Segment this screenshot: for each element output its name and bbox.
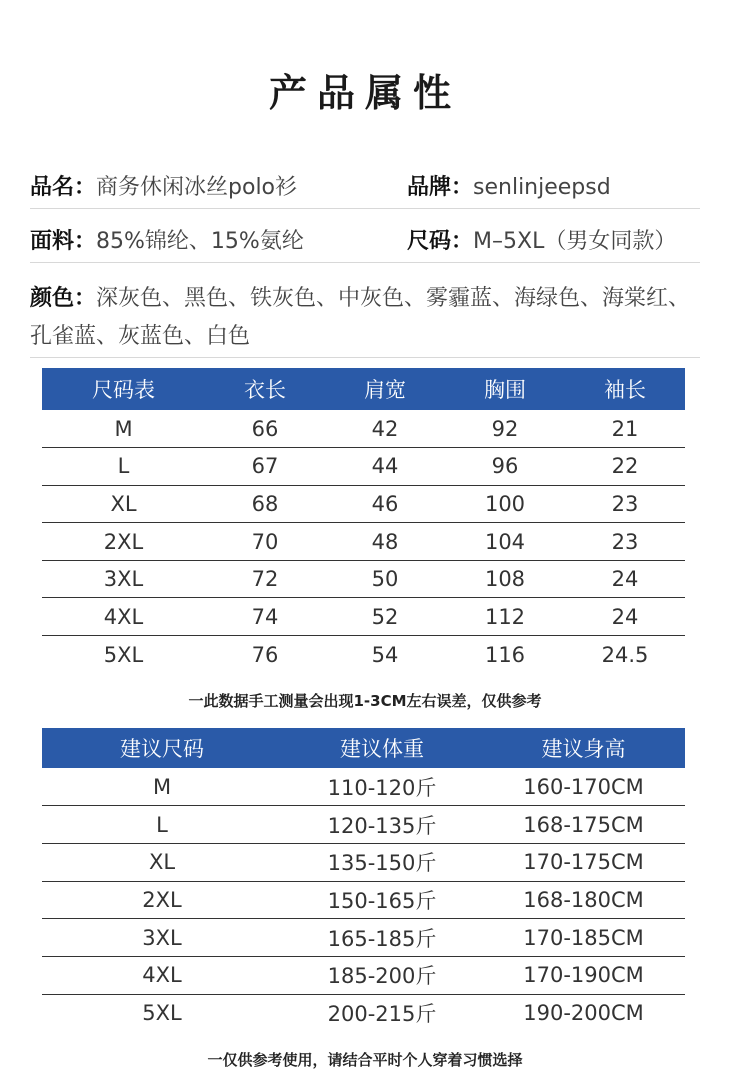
cell: 160-170CM bbox=[482, 768, 685, 806]
table-row bbox=[42, 881, 685, 919]
cell: XL bbox=[42, 843, 282, 881]
cell: 54 bbox=[371, 642, 399, 667]
attr-row-fabric-size bbox=[30, 224, 700, 254]
table-row bbox=[42, 560, 685, 598]
table-row bbox=[42, 523, 685, 561]
cell: 48 bbox=[325, 523, 445, 561]
cell: 72 bbox=[205, 560, 325, 598]
attr-color-value: 深灰色、黑色、铁灰色、中灰色、雾霾蓝、海绿色、海棠红、孔雀蓝、灰蓝色、白色 bbox=[30, 286, 691, 349]
cell: 3XL bbox=[42, 919, 282, 957]
table-row bbox=[42, 994, 685, 1032]
cell: 5XL bbox=[103, 642, 144, 667]
cell: 150-165斤 bbox=[282, 881, 482, 919]
cell: 5XL bbox=[142, 1001, 182, 1026]
cell: 23 bbox=[565, 485, 685, 523]
cell: 3XL bbox=[42, 560, 205, 598]
cell: 165-185斤 bbox=[282, 919, 482, 957]
cell: 2XL bbox=[42, 523, 205, 561]
cell: 120-135斤 bbox=[282, 806, 482, 844]
cell: 168-180CM bbox=[482, 881, 685, 919]
table-row bbox=[42, 806, 685, 844]
cell: 46 bbox=[325, 485, 445, 523]
cell: 168-175CM bbox=[482, 806, 685, 844]
header-size: 尺码表 bbox=[42, 368, 205, 410]
cell: 24 bbox=[565, 560, 685, 598]
cell: M bbox=[42, 410, 205, 448]
divider bbox=[30, 357, 700, 358]
table-row bbox=[42, 768, 685, 806]
cell: 74 bbox=[205, 598, 325, 636]
cell: 135-150斤 bbox=[282, 843, 482, 881]
table-row bbox=[42, 636, 685, 674]
attr-brand bbox=[407, 170, 611, 201]
cell: 92 bbox=[445, 410, 565, 448]
attr-size-range bbox=[407, 224, 676, 255]
attr-name-value: 商务休闲冰丝polo衫 bbox=[96, 175, 298, 200]
cell: 190-200CM bbox=[523, 1001, 644, 1026]
cell: 170-185CM bbox=[482, 919, 685, 957]
size-chart-note: 一此数据手工测量会出现1-3CM左右误差，仅供参考 bbox=[188, 692, 542, 710]
table-row bbox=[42, 485, 685, 523]
cell: 104 bbox=[445, 523, 565, 561]
cell: 76 bbox=[251, 642, 279, 667]
table-row bbox=[42, 919, 685, 957]
cell: 50 bbox=[325, 560, 445, 598]
attr-size-value: M–5XL（男女同款） bbox=[473, 229, 677, 254]
attr-fabric bbox=[30, 224, 304, 255]
cell: 67 bbox=[205, 448, 325, 486]
cell: 42 bbox=[325, 410, 445, 448]
attr-brand-value: senlinjeepsd bbox=[473, 175, 611, 200]
header-rec-height: 建议身高 bbox=[482, 728, 685, 768]
cell: 70 bbox=[205, 523, 325, 561]
header-sleeve: 袖长 bbox=[565, 368, 685, 410]
attr-product-name bbox=[30, 170, 297, 201]
cell: 2XL bbox=[42, 881, 282, 919]
cell: L bbox=[42, 448, 205, 486]
cell: 24.5 bbox=[601, 642, 649, 667]
size-recommendation-table bbox=[42, 728, 685, 1032]
cell: 4XL bbox=[42, 956, 282, 994]
divider bbox=[30, 262, 700, 263]
cell: L bbox=[42, 806, 282, 844]
attr-fabric-value: 85%锦纶、15%氨纶 bbox=[96, 229, 304, 254]
cell: 66 bbox=[205, 410, 325, 448]
divider bbox=[30, 208, 700, 209]
cell: 170-190CM bbox=[482, 956, 685, 994]
cell: 170-175CM bbox=[482, 843, 685, 881]
cell: 21 bbox=[565, 410, 685, 448]
cell: 22 bbox=[565, 448, 685, 486]
cell: 24 bbox=[565, 598, 685, 636]
table-row bbox=[42, 956, 685, 994]
page-title: 产品属性 bbox=[268, 71, 461, 115]
header-length: 衣长 bbox=[205, 368, 325, 410]
table-row bbox=[42, 410, 685, 448]
cell: 112 bbox=[445, 598, 565, 636]
cell: 108 bbox=[445, 560, 565, 598]
cell: 200-215斤 bbox=[327, 1002, 437, 1027]
header-rec-weight: 建议体重 bbox=[282, 728, 482, 768]
cell: 185-200斤 bbox=[282, 956, 482, 994]
attr-colors bbox=[30, 280, 700, 356]
attr-row-name-brand bbox=[30, 170, 700, 200]
attr-name-key: 品名： bbox=[30, 175, 97, 200]
cell: 110-120斤 bbox=[282, 768, 482, 806]
cell: XL bbox=[42, 485, 205, 523]
cell: 52 bbox=[325, 598, 445, 636]
cell: M bbox=[42, 768, 282, 806]
size-chart-header-row bbox=[42, 368, 685, 410]
header-rec-size: 建议尺码 bbox=[42, 728, 282, 768]
cell: 96 bbox=[445, 448, 565, 486]
attr-fabric-key: 面料： bbox=[30, 229, 97, 254]
cell: 68 bbox=[205, 485, 325, 523]
attr-size-key: 尺码： bbox=[407, 229, 474, 254]
table-row bbox=[42, 448, 685, 486]
attr-brand-key: 品牌： bbox=[407, 175, 474, 200]
cell: 44 bbox=[325, 448, 445, 486]
header-chest: 胸围 bbox=[445, 368, 565, 410]
cell: 100 bbox=[445, 485, 565, 523]
header-shoulder: 肩宽 bbox=[325, 368, 445, 410]
cell: 4XL bbox=[42, 598, 205, 636]
table-row bbox=[42, 598, 685, 636]
recommendation-header-row bbox=[42, 728, 685, 768]
size-chart-table bbox=[42, 368, 685, 673]
cell: 23 bbox=[565, 523, 685, 561]
cell: 116 bbox=[484, 642, 526, 667]
recommendation-note: 一仅供参考使用，请结合平时个人穿着习惯选择 bbox=[207, 1051, 523, 1069]
attr-color-key: 颜色： bbox=[30, 286, 97, 311]
table-row bbox=[42, 843, 685, 881]
